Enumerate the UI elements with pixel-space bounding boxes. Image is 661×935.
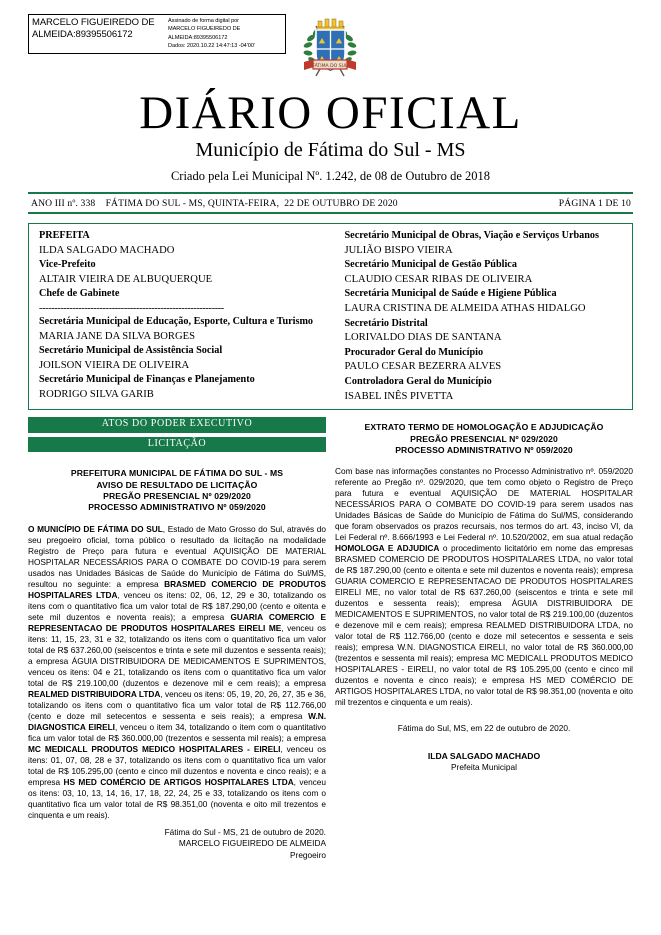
column-gutter [326,410,335,861]
heading-line: PREGÃO PRESENCIAL Nº 029/2020 [103,490,251,501]
official-role: Secretário Distrital [344,317,428,329]
masthead-rule-bottom [28,212,633,214]
official-name: LAURA CRISTINA DE ALMEIDA ATHAS HIDALGO [344,302,586,314]
heading-line: PROCESSO ADMINISTRATIVO Nº 059/2020 [88,502,266,513]
issue-info: ANO III nº. 338 FÁTIMA DO SUL - MS, QUINTA-FEIRA, 22 DE OUTUBRO DE 2020 [31,198,398,209]
official-role: Controladora Geral do Município [344,375,492,387]
page-title: DIÁRIO OFICIAL [139,87,522,139]
section-banner-licitacao: LICITAÇÃO [28,437,326,453]
officials-column-right [331,229,633,404]
heading-line: AVISO DE RESULTADO DE LICITAÇÃO [96,479,258,490]
right-column-spacer [335,410,633,418]
signature-detail-line-3: ALMEIDA:89395506172 [168,34,228,41]
official-name: ISABEL INÊS PIVETTA [344,390,454,402]
signature-person-role: Pregoeiro [290,849,326,860]
masthead-law-line: Criado pela Lei Municipal Nº. 1.242, de 08 de Outubro de 2018 [170,169,491,183]
right-signature-place: Fátima do Sul, MS, em 22 de outubro de 2020. [397,723,571,734]
officials-column-left [29,229,331,404]
signature-detail-line-1: Assinado de forma digital por [168,18,239,24]
official-name: LORIVALDO DIAS DE SANTANA [344,332,502,344]
svg-text:FÁTIMA DO SUL: FÁTIMA DO SUL [312,64,348,69]
official-role: Secretária Municipal de Saúde e Higiene Pública [344,288,557,300]
official-role: Vice-Prefeito [39,259,96,271]
official-name: PAULO CESAR BEZERRA ALVES [344,361,502,373]
official-name: JOILSON VIEIRA DE OLIVEIRA [39,359,190,371]
official-role: Secretário Municipal de Assistência Social [39,345,223,357]
official-role: Secretário Municipal de Gestão Pública [344,259,517,271]
official-name: JULIÃO BISPO VIEIRA [344,244,453,256]
left-notice-body: O MUNICÍPIO DE FÁTIMA DO SUL, Estado de Mato Grosso do Sul, através do seu pregoeiro oficial, torna público o resultado da licitação na modalidade Registro de Preço para futura e eventual AQUISIÇÃO DE MATERIAL HOSPITALAR NECESSÁRIOS PARA O COMBATE DO COVID-19 para serem usados nas Unidades Básicas de Saúde do Município de Fátima do Sul/MS, resultou no seguinte: a empresa BRASMED COMERCIO DE PRODUTOS HOSPITALARES LTDA, venceu os itens: 02, 06, 12, 29 e 30, totalizando os itens com o quantitativo fica um valor total de R$ 187.290,00 (cento e oitenta e sete mil duzentos e noventa reais); a empresa GUARIA COMERCIO E REPRESENTACAO DE PRODUTOS HOSPITALARES EIRELI ME, venceu os itens: 11, 15, 23, 31 e 32, totalizando os itens com o quantitativo fica um valor total de R$ 637.260,00 (seiscentos e trinta e sete mil duzentos e sessenta reais); a empresa ÁGUIA DISTRIBUIDORA DE MEDICAMENTOS E SUPRIMENTOS, venceu os itens: 04 e 21, totalizando os itens com o quantitativo fica um valor total de R$ 219.100,00 (duzentos e dezenove mil e cem reais); a empresa REALMED DISTRIBUIDORA LTDA, venceu os itens: 05, 19, 20, 26, 27, 35 e 36, totalizando os itens com o quantitativo fica um valor total de R$ 112.766,00 (cento e doze mil setecentos e sessenta e seis reais); a empresa W.N. DIAGNOSTICA EIRELI, venceu o item 34, totalizando o item com o quantitativo fica um valor total de R$ 360.000,00 (trezentos e sessenta mil reais); a empresa MC MEDICALL PRODUTOS MEDICO HOSPITALARES - EIRELI, venceu os itens: 01, 07, 08, 28 e 37, totalizando os itens com o quantitativo fica um valor total de R$ 105.295,00 (cento e cinco mil duzentos e noventa e cinco reais); e a empresa HS MED COMÉRCIO DE ARTIGOS HOSPITALARES LTDA, venceu os itens: 03, 10, 13, 14, 16, 17, 18, 22, 24, 25 e 33, totalizando os itens com o quantitativo fica um valor total de R$ 98.351,00 (noventa e oito mil trezentos e cinquenta e um reais). [28,523,327,820]
right-signature-role: Prefeita Municipal [451,762,517,773]
coat-of-arms-icon [296,12,364,84]
heading-line: EXTRATO TERMO DE HOMOLOGAÇÃO E ADJUDICAÇÃO [364,422,604,433]
official-role: Secretário Municipal de Finanças e Planejamento [39,374,255,386]
official-role: Chefe de Gabinete [39,288,120,300]
heading-line: PREFEITURA MUNICIPAL DE FÁTIMA DO SUL - MS [70,468,284,479]
left-column [28,410,326,861]
official-name: MARIA JANE DA SILVA BORGES [39,330,195,342]
left-notice-heading [28,468,326,514]
signature-person-name: MARCELO FIGUEIREDO DE ALMEIDA [178,838,326,849]
right-column [335,410,633,861]
official-name: ALTAIR VIEIRA DE ALBUQUERQUE [39,273,213,285]
officials-box [28,223,633,410]
official-name: ILDA SALGADO MACHADO [39,244,175,256]
masthead-subtitle: Município de Fátima do Sul - MS [195,139,466,161]
heading-line: PREGÃO PRESENCIAL Nº 029/2020 [410,433,558,444]
page-number: PÁGINA 1 DE 10 [558,198,631,209]
official-role: Procurador Geral do Município [344,346,484,358]
signature-signer-name: MARCELO FIGUEIREDO DE ALMEIDA:89395506172 [32,17,155,40]
content-columns [28,410,633,861]
heading-line: PROCESSO ADMINISTRATIVO Nº 059/2020 [395,444,573,455]
signature-place-date: Fátima do Sul - MS, 21 de outubro de 2020. [164,826,326,837]
issue-line [28,194,633,212]
officials-separator: ------------------------------------------------------------- [39,302,224,314]
digital-signature-stamp [28,14,286,54]
right-notice-heading [335,422,633,456]
signature-detail-line-4: Dados: 2020.10.22 14:47:13 -04'00' [168,43,255,50]
section-banner-atos: ATOS DO PODER EXECUTIVO [28,417,326,433]
official-role: Secretária Municipal de Educação, Esporte, Cultura e Turismo [39,315,314,327]
official-role: Secretário Municipal de Obras, Viação e Serviços Urbanos [344,230,599,241]
official-role: PREFEITA [39,230,90,241]
signature-details [164,15,285,53]
signature-detail-line-2: MARCELO FIGUEIREDO DE [168,26,241,33]
official-name: CLAUDIO CESAR RIBAS DE OLIVEIRA [344,273,533,285]
right-signature-name: ILDA SALGADO MACHADO [427,751,541,762]
official-name: RODRIGO SILVA GARIB [39,388,154,400]
left-signature-block [28,827,326,862]
right-notice-body: Com base nas informações constantes no Processo Administrativo nº. 059/2020 referente ao Pregão nº. 029/2020, que tem como objeto o Registro de Preço para futura e eventual AQUISIÇÃO DE MATERIAL HOSPITALAR NECESSÁRIOS PARA O COMBATE DO COVID-19 para serem usados nas Unidades Básicas de Saúde do Município de Fátima do Sul/MS, considerando que foram observados os prazos recursais, nos termos do art. 43, inciso VI, da Lei Federal nº. 8.666/1993 e Lei Federal nº. 10.520/2002, em sua atual redação HOMOLOGA E ADJUDICA o procedimento licitatório em nome das empresas BRASMED COMERCIO DE PRODUTOS HOSPITALARES LTDA, no valor total de R$ 187.290,00 (cento e oitenta e sete mil duzentos e noventa reais); empresa GUARIA COMERCIO E REPRESENTACAO DE PRODUTOS HOSPITALARES EIRELI ME, no valor total de R$ 637.260,00 (seiscentos e trinta e sete mil duzentos e sessenta reais); empresa ÁGUIA DISTRIBUIDORA DE MEDICAMENTOS E SUPRIMENTOS, no valor total de R$ 219.100,00 (duzentos e dezenove mil e cem reais); empresa REALMED DISTRIBUIDORA LTDA, no valor total de R$ 112.766,00 (cento e doze mil setecentos e sessenta e seis reais); empresa W.N. DIAGNOSTICA EIRELI, no valor total de R$ 360.000,00 (trezentos e sessenta mil reais); empresa MC MEDICALL PRODUTOS MEDICO HOSPITALARES - EIRELI, no valor total de R$ 105.295,00 (cento e cinco mil duzentos e noventa e cinco reais); e empresa HS MED COMÉRCIO DE ARTIGOS HOSPITALARES LTDA, no valor total de R$ 98.351,00 (noventa e oito mil trezentos e cinquenta e um reais). [335,466,633,708]
